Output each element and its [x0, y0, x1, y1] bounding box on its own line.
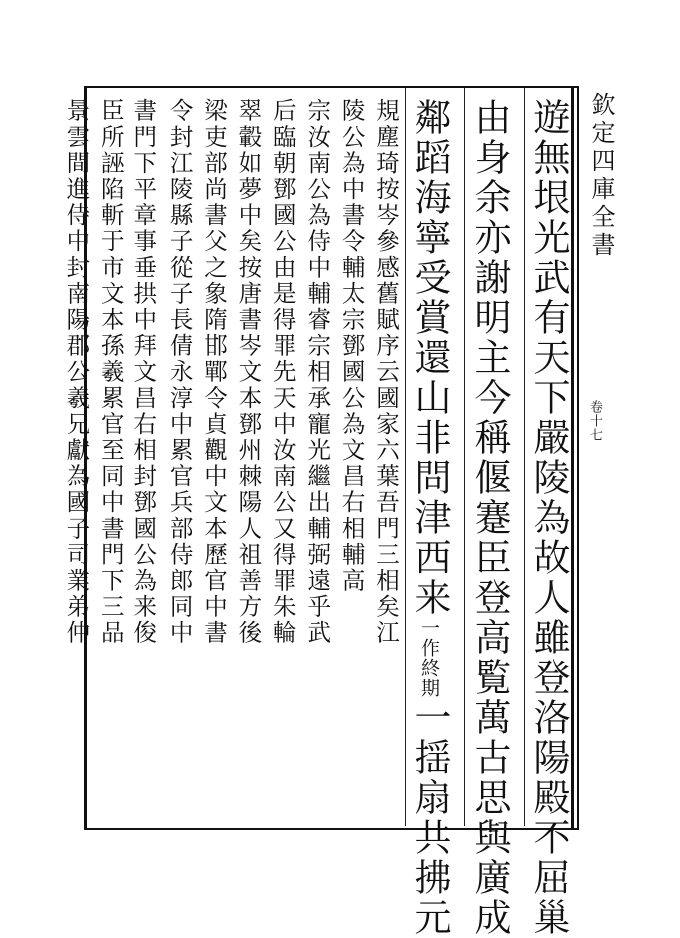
- column-3-text-after-note: 一揺扇共拂元: [408, 698, 451, 938]
- column-rule: [265, 88, 266, 826]
- column-rule: [334, 88, 335, 826]
- text-column-3: [408, 98, 451, 938]
- side-margin-juan: 卷十七: [587, 400, 602, 442]
- commentary-column-7: 令封江陵縣子從子長倩永淳中累官兵部侍郎同中: [165, 98, 194, 647]
- interlinear-note-left: 終期: [418, 658, 440, 698]
- commentary-column-9: 臣所誣陷斬于市文本孫羲累官至同中書門下三品: [96, 98, 125, 647]
- column-rule: [464, 88, 465, 826]
- side-margin-title: 欽定四庫全書: [587, 92, 615, 260]
- column-rule: [524, 88, 525, 826]
- column-rule: [368, 88, 369, 826]
- commentary-column-1: 規塵琦按岑參感舊賦序云國家六葉吾門三相矣江: [372, 98, 400, 647]
- commentary-column-8: 書門下平章事垂拱中拜文昌右相封鄧國公為来俊: [129, 98, 158, 647]
- column-rule: [93, 88, 94, 826]
- commentary-column-5: 翠轂如夢中矣按唐書岑文本鄧州棘陽人祖善方後: [234, 98, 263, 647]
- column-3-text-before-note: 鄰蹈海寧受賞還山非問津西来: [408, 98, 451, 618]
- column-rule: [196, 88, 197, 826]
- text-column-2: 由身余亦謝明主今稱偃蹇臣登高覧萬古思與廣成: [468, 98, 511, 938]
- column-rule: [127, 88, 128, 826]
- commentary-column-10: 景雲間進侍中封南陽郡公羲兄獻為國子司業弟仲: [62, 98, 91, 647]
- column-rule: [405, 88, 406, 826]
- column-rule: [162, 88, 163, 826]
- column-rule: [230, 88, 231, 826]
- commentary-column-2: 陵公為中書令輔太宗鄧國公為文昌右相輔高: [337, 98, 366, 594]
- commentary-column-4: 后臨朝鄧國公由是得罪先天中汝南公又得罪朱輪: [268, 98, 297, 647]
- commentary-column-3: 宗汝南公為侍中輔睿宗相承寵光繼出輔弼遠乎武: [303, 98, 332, 647]
- commentary-column-6: 梁吏部尚書父之象隋邯鄲令貞觀中文本歷官中書: [200, 98, 228, 647]
- column-rule: [299, 88, 300, 826]
- border-right-rule: [571, 86, 574, 830]
- text-column-1: 遊無垠光武有天下嚴陵為故人雖登洛陽殿不屈巢: [527, 98, 570, 938]
- interlinear-note-right: 一作: [418, 618, 440, 658]
